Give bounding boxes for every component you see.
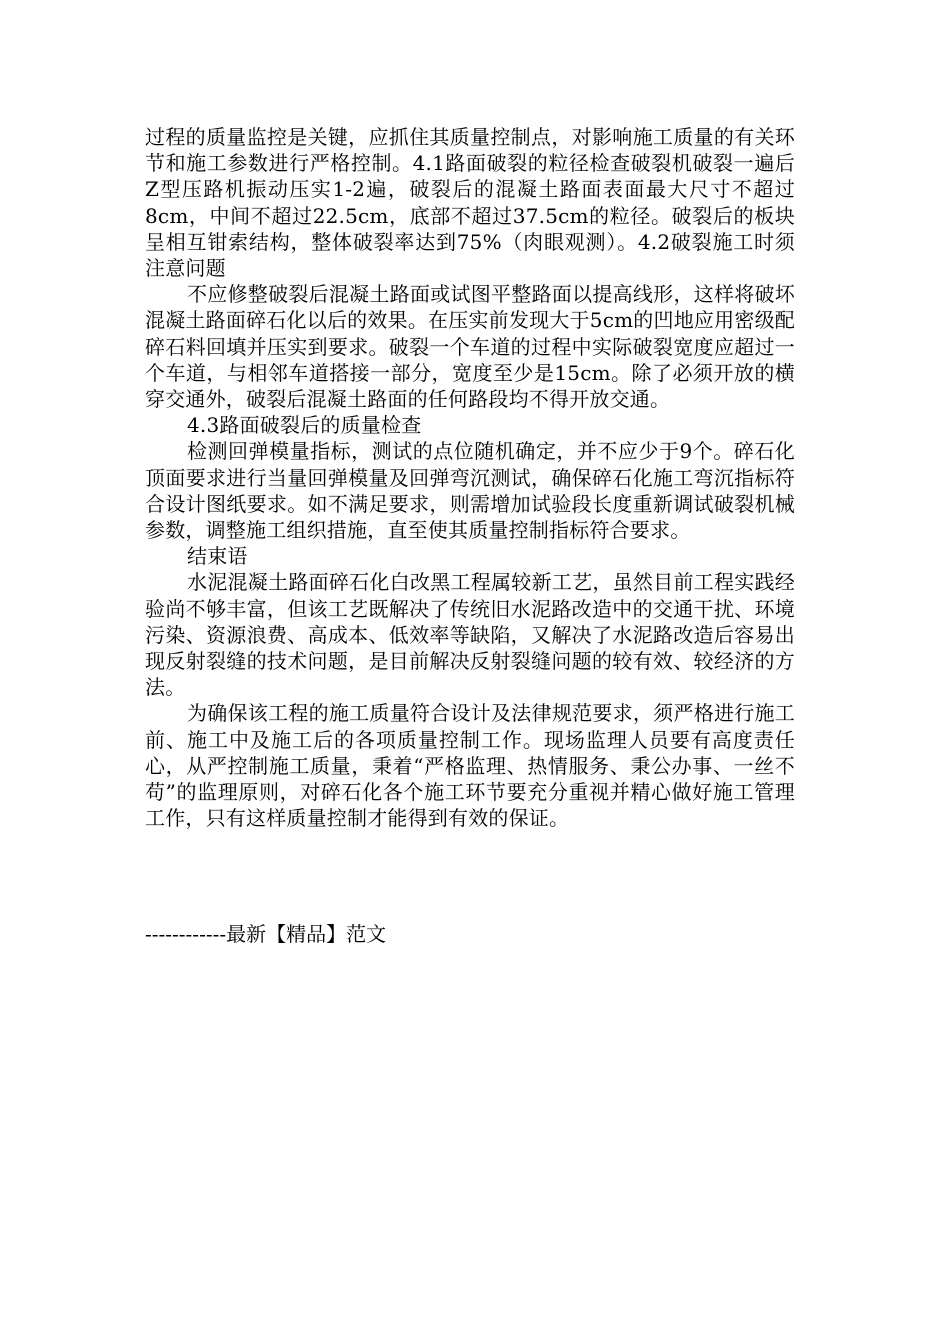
paragraph-supervision-principles: 为确保该工程的施工质量符合设计及法律规范要求，须严格进行施工前、施工中及施工后的各项质量控制工作。现场监理人员要有高度责任心，从严控制施工质量，秉着“严格监理、热情服务、秉公办事、一丝不苟”的监理原则，对碎石化各个施工环节要充分重视并精心做好施工管理工作，只有这样质量控制才能得到有效的保证。 bbox=[145, 701, 795, 831]
paragraph-conclusion-summary: 水泥混凝土路面碎石化白改黑工程属较新工艺，虽然目前工程实践经验尚不够丰富，但该工艺既解决了传统旧水泥路改造中的交通干扰、环境污染、资源浪费、高成本、低效率等缺陷，又解决了水泥路改造后容易出现反射裂缝的技术问题，是目前解决反射裂缝问题的较有效、较经济的方法。 bbox=[145, 570, 795, 700]
section-heading-quality-check: 4.3路面破裂后的质量检查 bbox=[187, 413, 422, 438]
section-heading-conclusion: 结束语 bbox=[187, 544, 248, 569]
paragraph-construction-cautions: 不应修整破裂后混凝土路面或试图平整路面以提高线形，这样将破坏混凝土路面碎石化以后的效果。在压实前发现大于5cm的凹地应用密级配碎石料回填并压实到要求。破裂一个车道的过程中实际破裂宽度应超过一个车道，与相邻车道搭接一部分，宽度至少是15cm。除了必须开放的横穿交通外，破裂后混凝土路面的任何路段均不得开放交通。 bbox=[145, 282, 795, 412]
document-body bbox=[145, 124, 795, 831]
paragraph-quality-monitoring: 过程的质量监控是关键，应抓住其质量控制点，对影响施工质量的有关环节和施工参数进行严格控制。4.1路面破裂的粒径检查破裂机破裂一遍后Z型压路机振动压实1-2遍，破裂后的混凝土路面表面最大尺寸不超过8cm，中间不超过22.5cm，底部不超过37.5cm的粒径。破裂后的板块呈相互钳索结构，整体破裂率达到75%（肉眼观测）。4.2破裂施工时须注意问题 bbox=[145, 125, 795, 281]
paragraph-modulus-testing: 检测回弹模量指标，测试的点位随机确定，并不应少于9个。碎石化顶面要求进行当量回弹模量及回弹弯沉测试，确保碎石化施工弯沉指标符合设计图纸要求。如不满足要求，则需增加试验段长度重新调试破裂机械参数，调整施工组织措施，直至使其质量控制指标符合要求。 bbox=[145, 439, 795, 543]
document-footer: ------------最新【精品】范文 bbox=[145, 922, 387, 946]
